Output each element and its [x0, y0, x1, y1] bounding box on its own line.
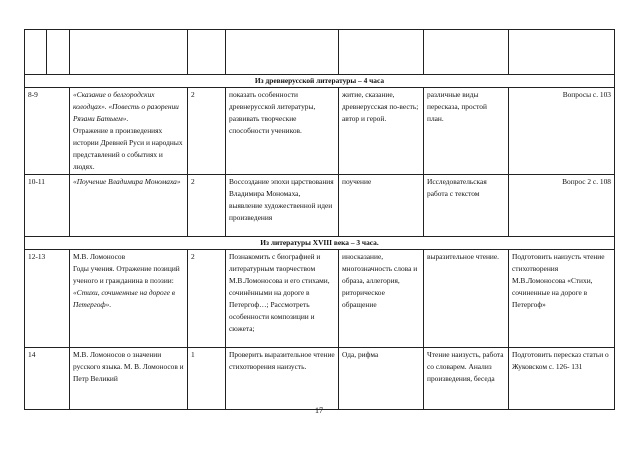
- table-row: [25, 348, 615, 410]
- lesson-topic: [70, 250, 188, 348]
- lesson-homework: Подготовить пересказ статьи о Жуковском с. 126- 131: [509, 348, 615, 410]
- table-cell: [70, 30, 188, 75]
- lesson-goal: Проверить выразительное чтение стихотворения наизусть.: [226, 348, 339, 410]
- lesson-hours: 1: [188, 348, 226, 410]
- lesson-theory: иносказание, многозначность слова и образа, аллегория, риторическое обращение: [339, 250, 424, 348]
- table-row: [25, 88, 615, 175]
- section-header-row: [25, 237, 615, 250]
- table-cell: [47, 30, 70, 75]
- lesson-number: 14: [25, 348, 70, 410]
- lesson-goal: показать особенности древнерусской литературы, развивать творческие способности учеников.: [226, 88, 339, 175]
- table-cell: [25, 30, 47, 75]
- table-cell: [226, 30, 339, 75]
- table-row: [25, 175, 615, 237]
- topic-text: М.В. Ломоносов: [73, 252, 126, 261]
- lesson-number: 10-11: [25, 175, 70, 237]
- lesson-homework: Вопросы с. 103: [509, 88, 615, 175]
- lesson-goal: Познакомить с биографией и литературным творчеством М.В.Ломоносова и его стихами, сочинёнными на дороге в Петергоф…; Рассмотреть особенности композиции и сюжета;: [226, 250, 339, 348]
- topic-text: «Сказание о белгородских колодцах». «Повесть о разорении Рязани Батыем».: [73, 90, 179, 123]
- topic-text: Годы учения. Отражение позиций ученого и гражданина в поэзии:: [73, 264, 180, 285]
- lesson-practice: выразительное чтение.: [424, 250, 509, 348]
- lesson-homework: Вопрос 2 с. 108: [509, 175, 615, 237]
- lesson-number: 12-13: [25, 250, 70, 348]
- table-row: [25, 250, 615, 348]
- table-cell: [424, 30, 509, 75]
- topic-text: Отражение в произведениях истории Древней Руси и народных представлений о событиях и людях.: [73, 126, 183, 171]
- lesson-practice: различные виды пересказа, простой план.: [424, 88, 509, 175]
- lesson-topic: М.В. Ломоносов о значении русского языка. М. В. Ломоносов и Петр Великий: [70, 348, 188, 410]
- table-cell: [339, 30, 424, 75]
- lesson-hours: 2: [188, 175, 226, 237]
- lesson-topic: [70, 88, 188, 175]
- lesson-theory: Ода, рифма: [339, 348, 424, 410]
- lesson-practice: Исследовательская работа с текстом: [424, 175, 509, 237]
- lesson-homework: Подготовить наизусть чтение стихотворения М.В.Ломоносова «Стихи, сочиненные на дороге в Петергоф»: [509, 250, 615, 348]
- section-title: Из древнерусской литературы – 4 часа: [25, 75, 615, 88]
- lesson-hours: 2: [188, 88, 226, 175]
- lesson-plan-table: [24, 29, 615, 410]
- lesson-practice: Чтение наизусть, работа со словарем. Анализ произведения, беседа: [424, 348, 509, 410]
- table-cell: [188, 30, 226, 75]
- lesson-hours: 2: [188, 250, 226, 348]
- section-header-row: [25, 75, 615, 88]
- lesson-goal: Воссоздание эпохи царствования Владимира Мономаха, выявление художественной идеи произведения: [226, 175, 339, 237]
- table-cell: [509, 30, 615, 75]
- page-number: 17: [315, 406, 323, 415]
- section-title: Из литературы XVIII века – 3 часа.: [25, 237, 615, 250]
- table-row-blank: [25, 30, 615, 75]
- topic-text: «Стихи, сочиненные на дороге в Петергоф».: [73, 288, 175, 309]
- lesson-theory: поучение: [339, 175, 424, 237]
- lesson-theory: житие, сказание, древнерусская по-весть; автор и герой.: [339, 88, 424, 175]
- lesson-topic: «Поучение Владимира Мономаха»: [70, 175, 188, 237]
- lesson-number: 8-9: [25, 88, 70, 175]
